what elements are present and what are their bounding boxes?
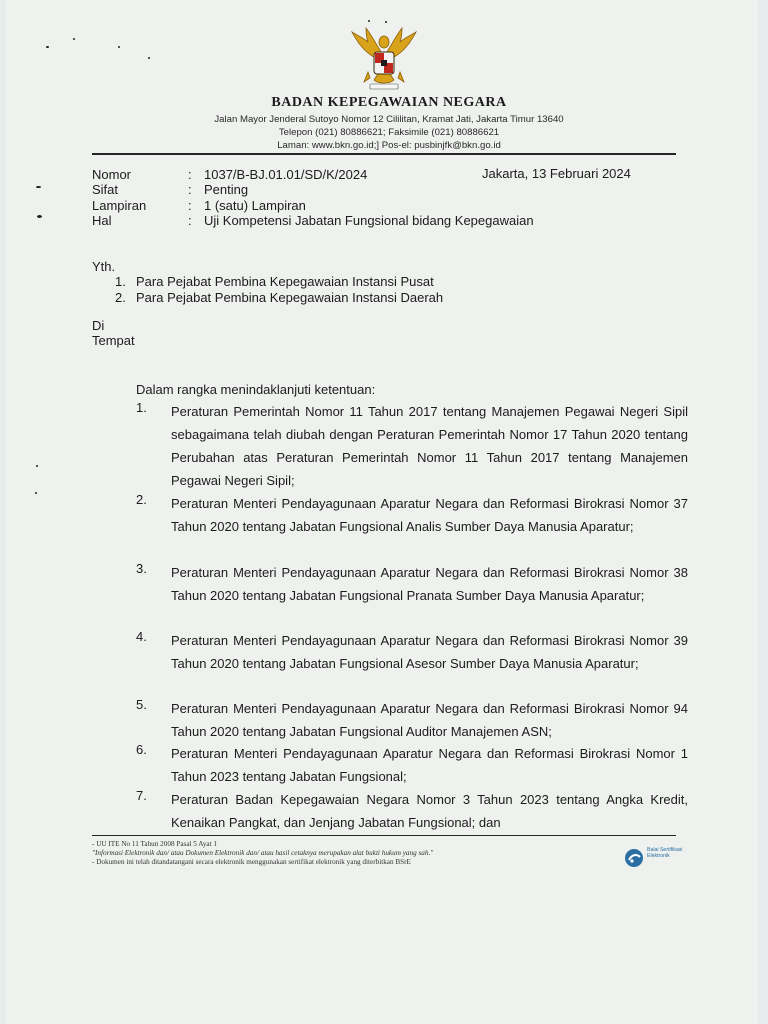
intro-text: Dalam rangka menindaklanjuti ketentuan: [136, 382, 376, 397]
colon: : [188, 213, 192, 228]
item-text: Peraturan Badan Kepegawaian Negara Nomor 3 Tahun 2023 tentang Angka Kredit, Kenaikan Pangkat, dan Jenjang Jabatan Fungsional; dan [171, 792, 688, 830]
lampiran-label: Lampiran [92, 198, 147, 213]
org-address: Jalan Mayor Jenderal Sutoyo Nomor 12 Cililitan, Kramat Jati, Jakarta Timur 13640 [214, 114, 564, 125]
tempat-label: Tempat [92, 333, 135, 348]
scan-speck [36, 465, 38, 467]
item-text: Peraturan Menteri Pendayagunaan Aparatur Negara dan Reformasi Birokrasi Nomor 38 Tahun 2020 tentang Jabatan Fungsional Pranata Sumber Daya Manusia Aparatur; [171, 565, 688, 603]
scan-speck [148, 57, 150, 59]
item-number: 7. [136, 788, 147, 803]
item-number: 4. [136, 629, 147, 644]
item-number: 2. [136, 492, 147, 507]
recipient-number: 1. [115, 274, 126, 289]
scan-speck [46, 46, 49, 48]
item-text: Peraturan Menteri Pendayagunaan Aparatur Negara dan Reformasi Birokrasi Nomor 1 Tahun 2023 tentang Jabatan Fungsional; [171, 746, 688, 784]
nomor-value: 1037/B-BJ.01.01/SD/K/2024 [204, 167, 368, 182]
item-number: 3. [136, 561, 147, 576]
item-text: Peraturan Menteri Pendayagunaan Aparatur Negara dan Reformasi Birokrasi Nomor 94 Tahun 2020 tentang Jabatan Fungsional Auditor Manajemen ASN; [171, 701, 688, 739]
colon: : [188, 182, 192, 197]
item-text: Peraturan Menteri Pendayagunaan Aparatur Negara dan Reformasi Birokrasi Nomor 39 Tahun 2020 tentang Jabatan Fungsional Asesor Sumber Daya Manusia Aparatur; [171, 633, 688, 671]
lampiran-value: 1 (satu) Lampiran [204, 198, 306, 213]
recipient-item: Para Pejabat Pembina Kepegawaian Instansi Pusat [136, 274, 434, 289]
org-web: Laman: www.bkn.go.id;] Pos-el: pusbinjfk@bkn.go.id [277, 140, 501, 151]
nomor-label: Nomor [92, 167, 132, 182]
item-text: Peraturan Pemerintah Nomor 11 Tahun 2017 tentang Manajemen Pegawai Negeri Sipil sebagaimana telah diubah dengan Peraturan Pemerintah Nomor 17 Tahun 2020 tentang Perubahan atas Peraturan Pemerintah Nomor 11 Tahun 2017 tentang Manajemen Pegawai Negeri Sipil; [171, 404, 688, 488]
colon: : [188, 167, 192, 182]
scan-speck [73, 38, 75, 40]
recipient-item: Para Pejabat Pembina Kepegawaian Instansi Daerah [136, 290, 444, 305]
footer-law-ref: - UU ITE No 11 Tahun 2008 Pasal 5 Ayat 1 [92, 840, 217, 848]
scan-speck [118, 46, 120, 48]
scan-speck [37, 215, 42, 218]
bsre-label: Balai Sertifikasi Elektronik [647, 847, 683, 859]
colon: : [188, 198, 192, 213]
di-label: Di [92, 318, 105, 333]
footer-divider [92, 835, 676, 836]
sifat-value: Penting [204, 182, 249, 197]
item-number: 5. [136, 697, 147, 712]
sifat-label: Sifat [92, 182, 119, 197]
footer-esign-note: - Dokumen ini telah ditandatangani secara elektronik menggunakan sertifikat elektronik yang diterbitkan BSrE [92, 858, 411, 866]
item-text: Peraturan Menteri Pendayagunaan Aparatur Negara dan Reformasi Birokrasi Nomor 37 Tahun 2020 tentang Jabatan Fungsional Analis Sumber Daya Manusia Aparatur; [171, 496, 688, 534]
scan-speck [36, 186, 41, 188]
item-number: 1. [136, 400, 147, 415]
org-name: BADAN KEPEGAWAIAN NEGARA [271, 95, 507, 110]
org-phone: Telepon (021) 80886621; Faksimile (021) 80886621 [278, 127, 500, 138]
footer-quote: "Informasi Elektronik dan/ atau Dokumen Elektronik dan/ atau hasil cetaknya merupakan alat bukti hukum yang sah." [92, 849, 434, 857]
letterhead-divider [92, 153, 676, 155]
recipient-number: 2. [115, 290, 126, 305]
garuda-emblem-icon [344, 22, 424, 94]
item-number: 6. [136, 742, 147, 757]
bsre-logo-icon [624, 848, 644, 868]
scan-speck [35, 492, 37, 494]
hal-label: Hal [92, 213, 112, 228]
letter-date: Jakarta, 13 Februari 2024 [482, 166, 631, 181]
hal-value: Uji Kompetensi Jabatan Fungsional bidang Kepegawaian [204, 213, 534, 228]
yth-label: Yth. [92, 259, 116, 274]
